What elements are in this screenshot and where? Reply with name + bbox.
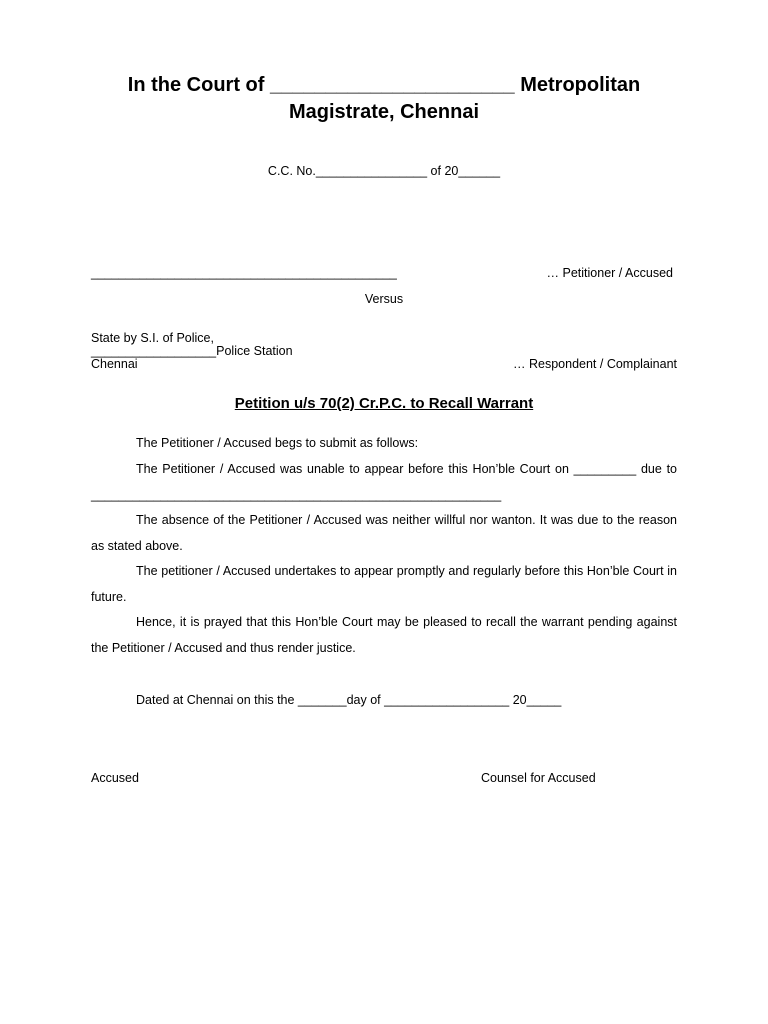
paragraph-5: Hence, it is prayed that this Hon’ble Court may be pleased to recall the warrant pending against the Petitioner / Accused and thus render justice. [91, 615, 677, 655]
petitioner-role: … Petitioner / Accused [546, 266, 673, 280]
signature-counsel: Counsel for Accused [481, 771, 596, 785]
respondent-line-2: __________________Police Station [91, 344, 293, 358]
respondent-line-3: Chennai [91, 357, 138, 371]
dated-line: Dated at Chennai on this the _______day of __________________ 20_____ [136, 693, 562, 707]
petitioner-name-blank: ____________________________________________ [91, 266, 397, 280]
signature-accused: Accused [91, 771, 139, 785]
paragraph-4: The petitioner / Accused undertakes to appear promptly and regularly before this Hon’ble Court in future. [91, 564, 677, 604]
versus-label: Versus [364, 292, 404, 306]
court-title-line-1: In the Court of ______________________ Metropolitan [127, 74, 641, 96]
paragraph-1: The Petitioner / Accused begs to submit as follows: [136, 436, 419, 450]
paragraph-3: The absence of the Petitioner / Accused was neither willful nor wanton. It was due to the reason as stated above. [91, 513, 677, 553]
petition-heading: Petition u/s 70(2) Cr.P.C. to Recall Warrant [234, 395, 534, 412]
respondent-role: … Respondent / Complainant [513, 357, 677, 371]
court-title [0, 72, 768, 126]
respondent-line-1: State by S.I. of Police, [91, 331, 214, 345]
court-title-line-2: Magistrate, Chennai [288, 101, 480, 123]
paragraph-2: The Petitioner / Accused was unable to appear before this Hon’ble Court on _________ due to ___________________________________________________________ [91, 462, 677, 502]
case-number: C.C. No.________________ of 20______ [267, 164, 501, 178]
